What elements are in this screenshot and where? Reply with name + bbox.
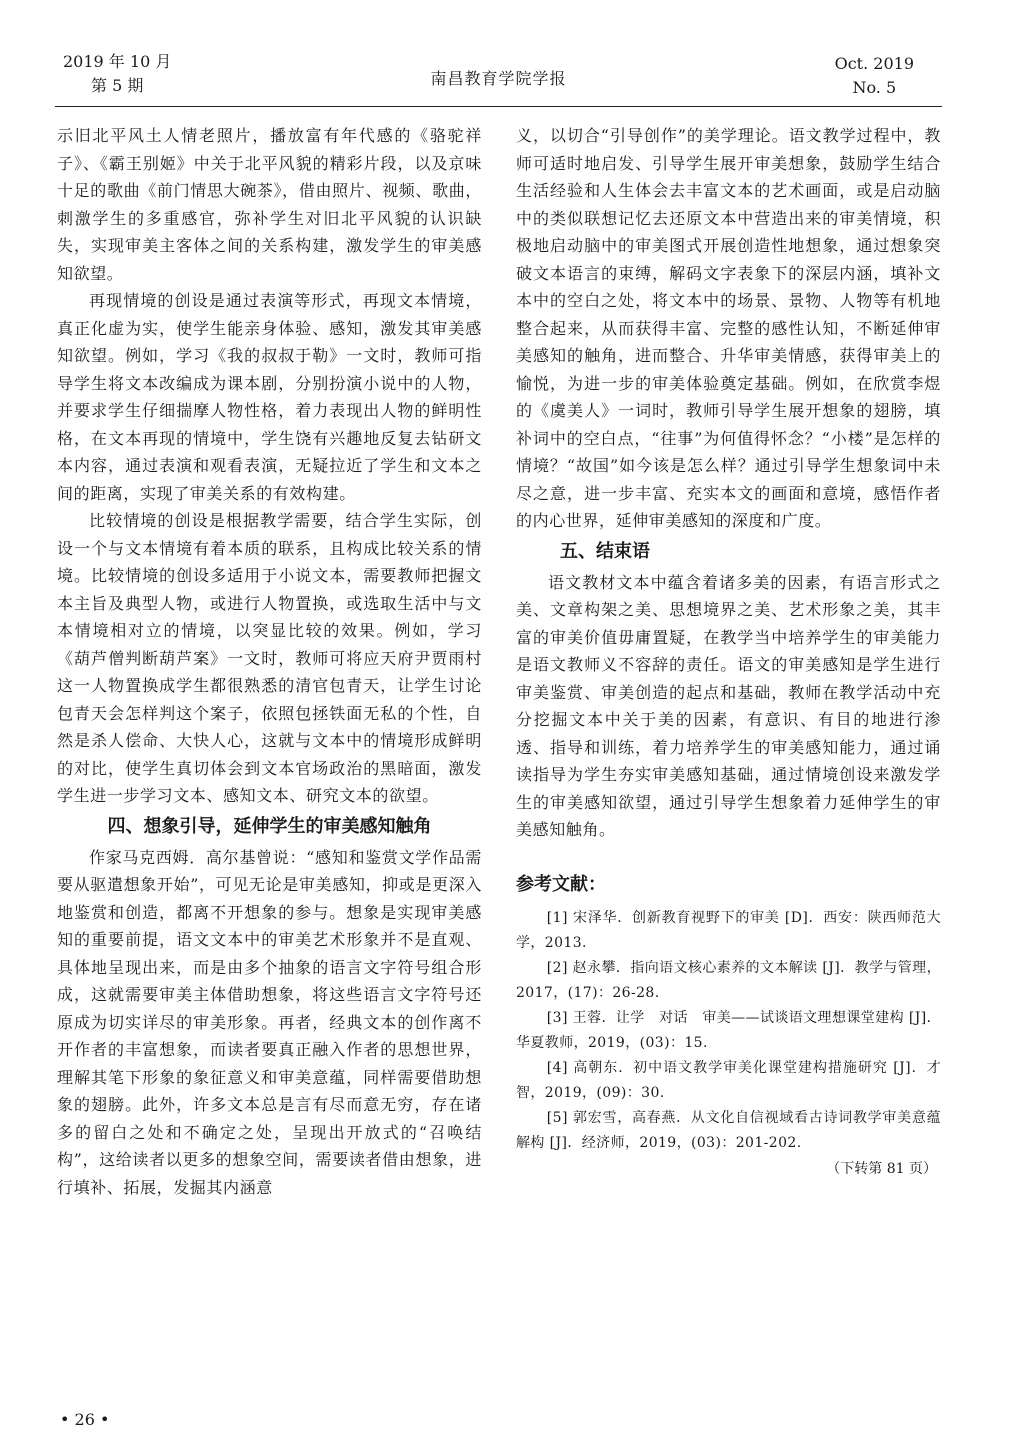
reference-item: [5] 郭宏雪，高春燕．从文化自信视域看古诗词教学审美意蕴解构 [J]．经济师，2019，(03)：201-202. bbox=[516, 1109, 941, 1151]
section-heading: 五、结束语 bbox=[560, 540, 650, 562]
header-right bbox=[835, 52, 914, 100]
reference-item: [1] 宋泽华．创新教育视野下的审美 [D]．西安：陕西师范大学，2013. bbox=[516, 909, 941, 951]
left-column bbox=[57, 122, 482, 1201]
paragraph: 比较情境的创设是根据教学需要，结合学生实际，创设一个与文本情境有着本质的联系，且构成比较关系的情境。比较情境的创设多适用于小说文本，需要教师把握文本主旨及典型人物，或进行人物置换，或选取生活中与文本情境相对立的情境，以突显比较的效果。例如，学习《葫芦僧判断葫芦案》一文时，教师可将应天府尹贾雨村这一人物置换成学生都很熟悉的清官包青天，让学生讨论包青天会怎样判这个案子，依照包拯铁面无私的个性，自然是杀人偿命、大快人心，这就与文本中的情境形成鲜明的对比，使学生真切体会到文本官场政治的黑暗面，激发学生进一步学习文本、感知文本、研究文本的欲望。 bbox=[57, 511, 482, 805]
right-column bbox=[516, 122, 941, 1182]
reference-item: [4] 高朝东．初中语文教学审美化课堂建构措施研究 [J]．才智，2019，(09)：30. bbox=[516, 1059, 941, 1101]
paragraph: 作家马克西姆．高尔基曾说：“感知和鉴赏文学作品需要从驱遣想象开始”，可见无论是审美感知，抑或是更深入地鉴赏和创造，都离不开想象的参与。想象是实现审美感知的重要前提，语文文本中的审美艺术形象并不是直观、具体地呈现出来，而是由多个抽象的语言文字符号组合形成，这就需要审美主体借助想象，将这些语言文字符号还原成为切实详尽的审美形象。再者，经典文本的创作离不开作者的丰富想象，而读者要真正融入作者的思想世界，理解其笔下形象的象征意义和审美意蕴，同样需要借助想象的翅膀。此外，许多文本总是言有尽而意无穷，存在诸多的留白之处和不确定之处，呈现出开放式的“召唤结构”，这给读者以更多的想象空间，需要读者借由想象，进行填补、拓展，发掘其内涵意 bbox=[57, 847, 482, 1197]
section-heading: 四、想象引导，延伸学生的审美感知触角 bbox=[107, 815, 432, 837]
reference-item: [3] 王蓉．让学 对话 审美——试谈语文理想课堂建构 [J]．华夏教师，2019，(03)：15. bbox=[516, 1009, 941, 1051]
paragraph: 语文教材文本中蕴含着诸多美的因素，有语言形式之美、文章构架之美、思想境界之美、艺术形象之美，其丰富的审美价值毋庸置疑，在教学当中培养学生的审美能力是语文教师义不容辞的责任。语文的审美感知是学生进行审美鉴赏、审美创造的起点和基础，教师在教学活动中充分挖掘文本中关于美的因素，有意识、有目的地进行渗透、指导和训练，着力培养学生的审美感知能力，通过诵读指导为学生夯实审美感知基础，通过情境创设来激发学生的审美感知欲望，通过引导学生想象着力延伸学生的审美感知触角。 bbox=[516, 572, 941, 839]
page-number: • 26 • bbox=[60, 1410, 110, 1429]
paragraph: 义，以切合“引导创作”的美学理论。语文教学过程中，教师可适时地启发、引导学生展开审美想象，鼓励学生结合生活经验和人生体会去丰富文本的艺术画面，或是启动脑中的类似联想记忆去还原文本中营造出来的审美情境，积极地启动脑中的审美图式开展创造性地想象，通过想象突破文本语言的束缚，解码文字表象下的深层内涵，填补文本中的空白之处，将文本中的场景、景物、人物等有机地整合起来，从而获得丰富、完整的感性认知，不断延伸审美感知的触角，进而整合、升华审美情感，获得审美上的愉悦，为进一步的审美体验奠定基础。例如，在欣赏李煜的《虞美人》一词时，教师引导学生展开想象的翅膀，填补词中的空白点，“往事”为何值得怀念？“小楼”是怎样的情境？“故国”如今该是怎么样？通过引导学生想象词中未尽之意，进一步丰富、充实本文的画面和意境，感悟作者的内心世界，延伸审美感知的深度和广度。 bbox=[516, 126, 941, 530]
paragraph: 再现情境的创设是通过表演等形式，再现文本情境，真正化虚为实，使学生能亲身体验、感知，激发其审美感知欲望。例如，学习《我的叔叔于勒》一文时，教师可指导学生将文本改编成为课本剧，分别扮演小说中的人物，并要求学生仔细揣摩人物性格，着力表现出人物的鲜明性格，在文本再现的情境中，学生饶有兴趣地反复去钻研文本内容，通过表演和观看表演，无疑拉近了学生和文本之间的距离，实现了审美关系的有效构建。 bbox=[57, 291, 482, 503]
references-title: 参考文献： bbox=[516, 873, 606, 895]
journal-title: 南昌教育学院学报 bbox=[430, 69, 567, 88]
header-date-en: Oct. 2019 bbox=[834, 54, 914, 73]
header-date-cn: 2019 年 10 月 bbox=[63, 52, 172, 71]
header-issue-cn: 第 5 期 bbox=[91, 76, 144, 95]
reference-item: [2] 赵永攀．指向语文核心素养的文本解读 [J]．教学与管理，2017，(17)：26-28. bbox=[516, 959, 941, 1001]
page-header bbox=[55, 50, 942, 107]
paragraph: 示旧北平风土人情老照片，播放富有年代感的《骆驼祥子》、《霸王别姬》中关于北平风貌的精彩片段，以及京味十足的歌曲《前门情思大碗茶》，借由照片、视频、歌曲，刺激学生的多重感官，弥补学生对旧北平风貌的认识缺失，实现审美主客体之间的关系构建，激发学生的审美感知欲望。 bbox=[57, 126, 482, 283]
continued-note: （下转第 81 页） bbox=[826, 1160, 937, 1177]
header-issue-en: No. 5 bbox=[852, 78, 897, 97]
